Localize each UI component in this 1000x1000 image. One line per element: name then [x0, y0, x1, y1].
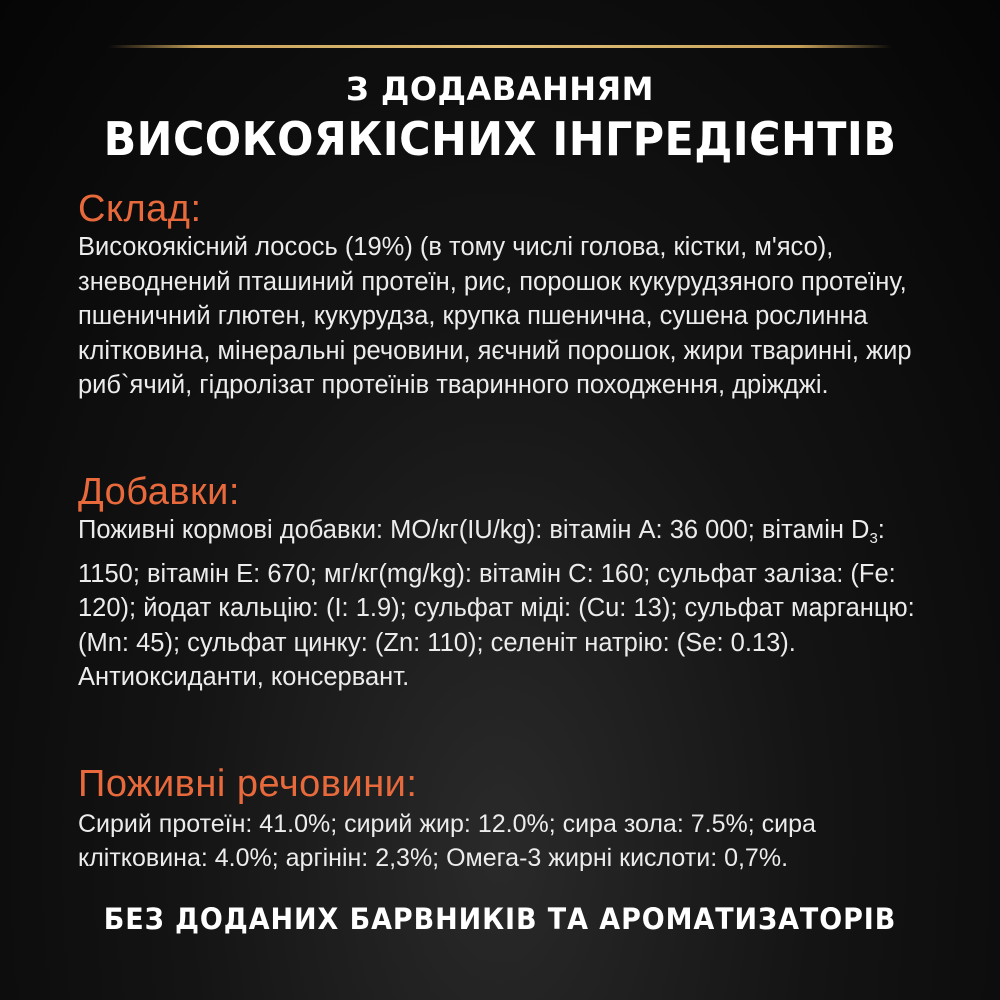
gold-divider-line — [108, 45, 892, 48]
additives-text-part-2: : 1150; вітамін Е: 670; мг/кг(mg/kg): вітамін С: 160; сульфат заліза: (Fe: 120); йодат кальцію: (I: 1.9); сульфат міді: (Cu: 13); сульфат марганцю: (Mn: 45); сульфат цинку: (Zn: 110); селеніт натрію: (Se: 0.13). Антиоксиданти, консервант. — [78, 516, 915, 691]
footer-claim: БЕЗ ДОДАНИХ БАРВНИКІВ ТА АРОМАТИЗАТОРІВ — [103, 902, 897, 936]
additives-text — [78, 513, 948, 695]
composition-text: Високоякісний лосось (19%) (в тому числі голова, кістки, м'ясо), зневоднений пташиний протеїн, рис, порошок кукурудзяного протеїну, пшеничний глютен, кукурудза, крупка пшенична, сушена рослинна клітковина, мінеральні речовини, яєчний порошок, жири тваринні, жир риб`ячий, гідролізат протеїнів тваринного походження, дріжджі. — [78, 233, 912, 399]
additives-title: Добавки: — [78, 471, 240, 513]
vitamin-d-subscript: 3 — [869, 530, 878, 547]
additives-text-part-1: Поживні кормові добавки: МО/кг(IU/kg): вітамін А: 36 000; вітамін D — [78, 516, 870, 544]
nutrients-title: Поживні речовини: — [78, 763, 418, 805]
headline-line-1: З ДОДАВАННЯМ — [345, 70, 655, 108]
headline-line-2: ВИСОКОЯКІСНИХ ІНГРЕДІЄНТІВ — [103, 112, 897, 166]
composition-title: Склад: — [78, 188, 202, 230]
nutrients-text: Сирий протеїн: 41.0%; сирий жир: 12.0%; сира зола: 7.5%; сира клітковина: 4.0%; аргінін: 2,3%; Омега-3 жирні кислоти: 0,7%. — [78, 810, 816, 872]
